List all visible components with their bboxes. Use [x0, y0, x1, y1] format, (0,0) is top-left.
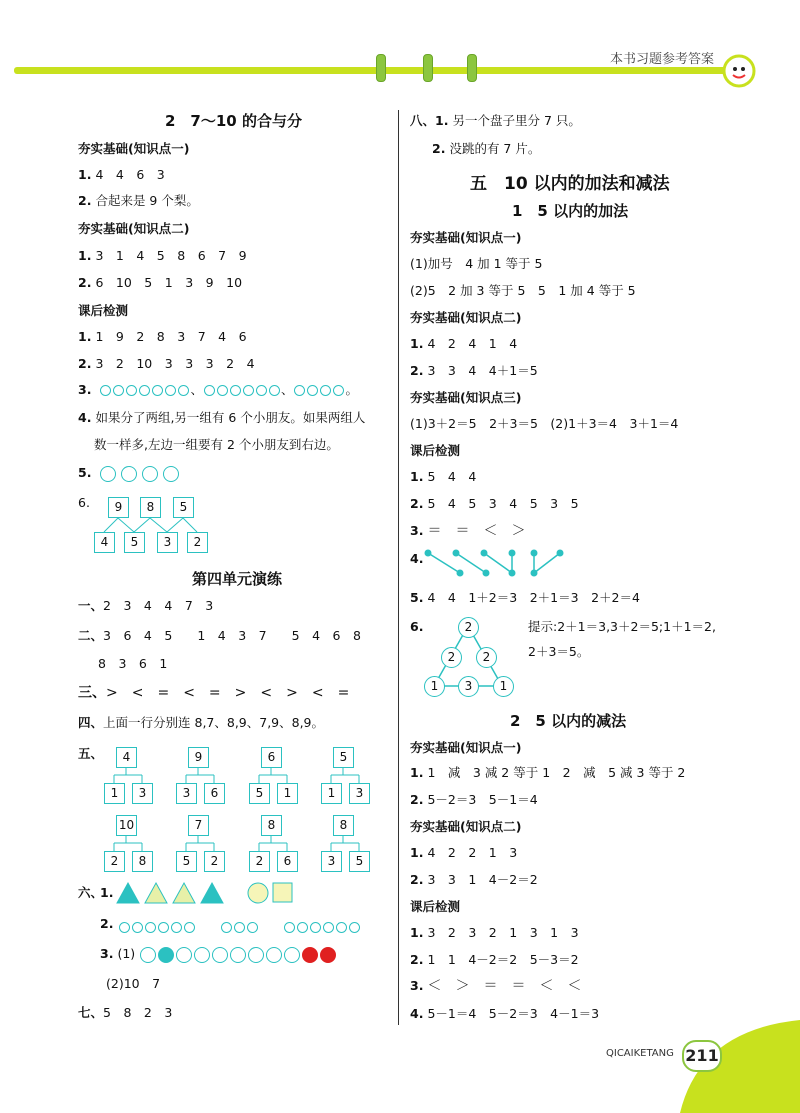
answer-line: 4. 如果分了两组,另一组有 6 个小朋友。如果两组人	[78, 410, 366, 425]
bond-top-box: 10	[116, 815, 137, 836]
page-number: 211	[682, 1040, 722, 1072]
section-heading: 夯实基础(知识点二)	[410, 819, 522, 834]
triangle-node: 2	[476, 647, 497, 668]
answer-line: 2. 1 1 4－2＝2 5－3＝2	[410, 952, 579, 967]
bond-right-box: 2	[204, 851, 225, 872]
bond-right-box: 3	[349, 783, 370, 804]
lesson-title: 1 5 以内的加法	[512, 202, 629, 220]
bond-left-box: 5	[249, 783, 270, 804]
answer-line: 2. 3 3 1 4－2＝2	[410, 872, 538, 887]
circle-groups-answer: 3. 、 、 。	[78, 382, 358, 397]
answer-line: 8 3 6 1	[98, 656, 168, 671]
triangle-node: 1	[424, 676, 445, 697]
header-title: 本书习题参考答案	[610, 52, 715, 67]
bond-top-box: 8	[333, 815, 354, 836]
answer-line: 2. 5－2＝3 5－1＝4	[410, 792, 538, 807]
bond-top-box: 9	[188, 747, 209, 768]
question-label: 六、	[78, 885, 104, 900]
answer-line: 2. 5 4 5 3 4 5 3 5	[410, 496, 579, 511]
bond-top-box: 8	[261, 815, 282, 836]
bond-top-box: 4	[116, 747, 137, 768]
tree-bottom-box: 4	[94, 532, 115, 553]
answer-line: 三、> < = < = > < > < =	[78, 685, 350, 701]
bond-connector	[249, 767, 309, 787]
section-heading: 夯实基础(知识点一)	[410, 740, 522, 755]
triangle-node: 2	[441, 647, 462, 668]
bond-connector	[321, 835, 381, 855]
chapter-title: 五 10 以内的加法和减法	[470, 174, 670, 194]
section-heading: 课后检测	[78, 303, 129, 318]
triangle-node: 2	[458, 617, 479, 638]
shapes-answer	[116, 881, 306, 907]
question-number: 2.	[100, 916, 114, 931]
answer-line: 5. 4 4 1＋2＝3 2＋1＝3 2＋2＝4	[410, 590, 640, 605]
question-number: 6.	[410, 619, 424, 634]
triangle-node: 3	[458, 676, 479, 697]
tree-top-box: 5	[173, 497, 194, 518]
hint-text: 2＋3＝5。	[528, 644, 590, 659]
section-heading: 课后检测	[410, 443, 461, 458]
question-number: 4.	[410, 551, 424, 566]
answer-line: 1. 5 4 4	[410, 469, 477, 484]
bond-right-box: 3	[132, 783, 153, 804]
bond-top-box: 5	[333, 747, 354, 768]
answer-line: 1. 4 4 6 3	[78, 167, 165, 182]
answer-line: 1. 4 2 2 1 3	[410, 845, 518, 860]
section-heading: 夯实基础(知识点二)	[78, 221, 190, 236]
answer-line: 3. ＝ ＝ ＜ ＞	[410, 523, 526, 539]
answer-line: (2)10 7	[106, 976, 161, 991]
brand-text: QICAIKETANG	[606, 1048, 674, 1059]
bond-connector	[321, 767, 381, 787]
section-heading: 夯实基础(知识点一)	[410, 230, 522, 245]
tree-bottom-box: 5	[124, 532, 145, 553]
bond-left-box: 5	[176, 851, 197, 872]
answer-line: (1)3＋2＝5 2＋3＝5 (2)1＋3＝4 3＋1＝4	[410, 416, 679, 431]
circles-answer	[118, 917, 361, 936]
question-number: 1.	[100, 885, 114, 900]
answer-line: 2. 3 3 4 4＋1＝5	[410, 363, 538, 378]
answer-line: 2. 合起来是 9 个梨。	[78, 193, 199, 208]
question-number: 6.	[78, 495, 90, 510]
answer-line: 2. 6 10 5 1 3 9 10	[78, 275, 243, 290]
tree-top-box: 8	[140, 497, 161, 518]
answer-line: 数一样多,左边一组要有 2 个小朋友到右边。	[94, 437, 339, 452]
hint-text: 提示:2＋1＝3,3＋2＝5;1＋1＝2,	[528, 619, 716, 634]
bond-connector	[104, 767, 164, 787]
question-label: 五、	[78, 746, 104, 761]
bond-right-box: 5	[349, 851, 370, 872]
section-heading: 课后检测	[410, 899, 461, 914]
answer-line: 4. 5－1＝4 5－2＝3 4－1＝3	[410, 1006, 600, 1021]
answer-line: 2. 3 2 10 3 3 3 2 4	[78, 356, 255, 371]
bond-right-box: 6	[204, 783, 225, 804]
bond-connector	[176, 835, 236, 855]
section-heading: 夯实基础(知识点二)	[410, 310, 522, 325]
answer-line: 1. 4 2 4 1 4	[410, 336, 518, 351]
answer-line: 1. 1 9 2 8 3 7 4 6	[78, 329, 247, 344]
binder-pin	[423, 54, 433, 82]
tree-bottom-box: 2	[187, 532, 208, 553]
answer-line: (2)5 2 加 3 等于 5 5 1 加 4 等于 5	[410, 283, 636, 298]
bond-left-box: 2	[104, 851, 125, 872]
answer-line: (1)加号 4 加 1 等于 5	[410, 256, 543, 271]
answer-line: 3. ＜ ＞ ＝ ＝ ＜ ＜	[410, 978, 582, 994]
bond-left-box: 1	[104, 783, 125, 804]
answer-line: 1. 3 2 3 2 1 3 1 3	[410, 925, 579, 940]
bond-right-box: 1	[277, 783, 298, 804]
lesson-title: 2 7～10 的合与分	[165, 112, 302, 130]
bond-top-box: 7	[188, 815, 209, 836]
circles-answer: 3. (1)	[100, 946, 337, 963]
bond-right-box: 6	[277, 851, 298, 872]
answer-line: 七、5 8 2 3	[78, 1005, 173, 1020]
bond-connector	[249, 835, 309, 855]
bond-right-box: 8	[132, 851, 153, 872]
bond-left-box: 3	[176, 783, 197, 804]
answer-line: 1. 1 减 3 减 2 等于 1 2 减 5 减 3 等于 2	[410, 765, 686, 780]
corner-decoration	[660, 1020, 800, 1113]
triangle-node: 1	[493, 676, 514, 697]
answer-line: 八、1. 另一个盘子里分 7 只。	[410, 113, 581, 128]
tree-top-box: 9	[108, 497, 129, 518]
bond-left-box: 2	[249, 851, 270, 872]
unit-title: 第四单元演练	[192, 570, 283, 588]
binder-pin	[467, 54, 477, 82]
matching-lines-answer	[420, 548, 570, 578]
answer-line: 二、3 6 4 5 1 4 3 7 5 4 6 8	[78, 628, 361, 643]
bond-connector	[176, 767, 236, 787]
answer-line: 2. 没跳的有 7 片。	[432, 141, 541, 156]
bond-connector	[104, 835, 164, 855]
answer-line: 1. 3 1 4 5 8 6 7 9	[78, 248, 247, 263]
tree-bottom-box: 3	[157, 532, 178, 553]
circles-answer: 5.	[78, 465, 180, 482]
lesson-title: 2 5 以内的减法	[510, 712, 627, 730]
bond-left-box: 3	[321, 851, 342, 872]
mascot-icon	[722, 54, 756, 88]
tree-connectors	[0, 0, 400, 600]
section-heading: 夯实基础(知识点三)	[410, 390, 522, 405]
answer-line: 四、上面一行分别连 8,7、8,9、7,9、8,9。	[78, 715, 325, 730]
bond-top-box: 6	[261, 747, 282, 768]
answer-line: 一、2 3 4 4 7 3	[78, 598, 214, 613]
section-heading: 夯实基础(知识点一)	[78, 141, 190, 156]
bond-left-box: 1	[321, 783, 342, 804]
